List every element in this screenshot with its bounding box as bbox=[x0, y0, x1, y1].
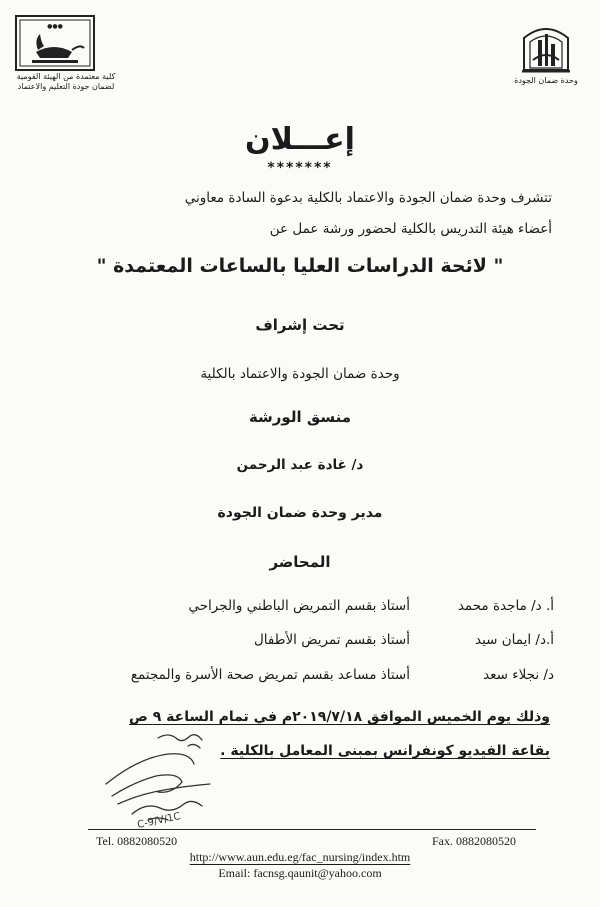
coordinator-role: مدير وحدة ضمان الجودة bbox=[217, 505, 383, 521]
intro-line-2: أعضاء هيئة التدريس بالكلية لحضور ورشة عمل عن bbox=[269, 221, 552, 237]
date-time-text: وذلك يوم الخميس الموافق ٢٠١٩/٧/١٨م في تمام الساعة ٩ ص bbox=[129, 709, 550, 725]
accreditation-caption-line-1: كلية معتمدة من الهيئة القومية bbox=[16, 72, 116, 81]
accreditation-caption-line-2: لضمان جودة التعليم والاعتماد bbox=[17, 82, 115, 91]
footer-website-text: http://www.aun.edu.eg/fac_nursing/index.htm bbox=[189, 850, 411, 864]
footer-website-link[interactable] bbox=[0, 850, 600, 865]
date-time-line bbox=[20, 709, 550, 725]
supervision-label: تحت إشراف bbox=[255, 316, 345, 334]
footer-fax: Fax. 0882080520 bbox=[432, 834, 516, 848]
speakers-label: المحاضر bbox=[269, 553, 331, 571]
announcement-title: إعـــلان bbox=[245, 122, 355, 157]
workshop-title: " لائحة الدراسات العليا بالساعات المعتمدة " bbox=[96, 255, 504, 277]
footer-divider bbox=[88, 829, 536, 830]
supervising-unit: وحدة ضمان الجودة والاعتماد بالكلية bbox=[200, 366, 400, 382]
lecturer-3-name: د/ نجلاء سعد bbox=[483, 667, 554, 683]
stars-separator: ******* bbox=[267, 160, 333, 176]
university-logo-icon bbox=[518, 20, 574, 74]
intro-line-1: تتشرف وحدة ضمان الجودة والاعتماد بالكلية بدعوة السادة معاوني bbox=[184, 190, 552, 206]
quality-unit-caption: وحدة ضمان الجودة bbox=[514, 76, 578, 85]
svg-text:C-9/V/1C: C-9/V/1C bbox=[136, 811, 182, 831]
lecturer-2-name: أ.د/ ايمان سيد bbox=[475, 632, 554, 648]
lecturer-1-title: أستاذ بقسم التمريض الباطني والجراحي bbox=[188, 598, 410, 614]
coordinator-label: منسق الورشة bbox=[248, 408, 352, 426]
coordinator-name: د/ غادة عبد الرحمن bbox=[236, 457, 364, 473]
handwritten-signature-icon bbox=[98, 724, 228, 834]
svg-text:●●●: ●●● bbox=[47, 23, 63, 30]
lecturer-3-title: أستاذ مساعد بقسم تمريض صحة الأسرة والمجتمع bbox=[130, 667, 410, 683]
lecturer-1-name: أ. د/ ماجدة محمد bbox=[457, 598, 554, 614]
accreditation-lamp-logo-icon bbox=[14, 14, 96, 72]
venue-text: بقاعة الفيديو كونفرانس بمبنى المعامل بالكلية . bbox=[220, 743, 550, 759]
footer-tel: Tel. 0882080520 bbox=[96, 834, 178, 848]
lecturer-2-title: أستاذ بقسم تمريض الأطفال bbox=[253, 632, 410, 648]
footer-email[interactable]: Email: facnsg.qaunit@yahoo.com bbox=[218, 866, 382, 880]
accreditation-caption bbox=[6, 72, 126, 92]
